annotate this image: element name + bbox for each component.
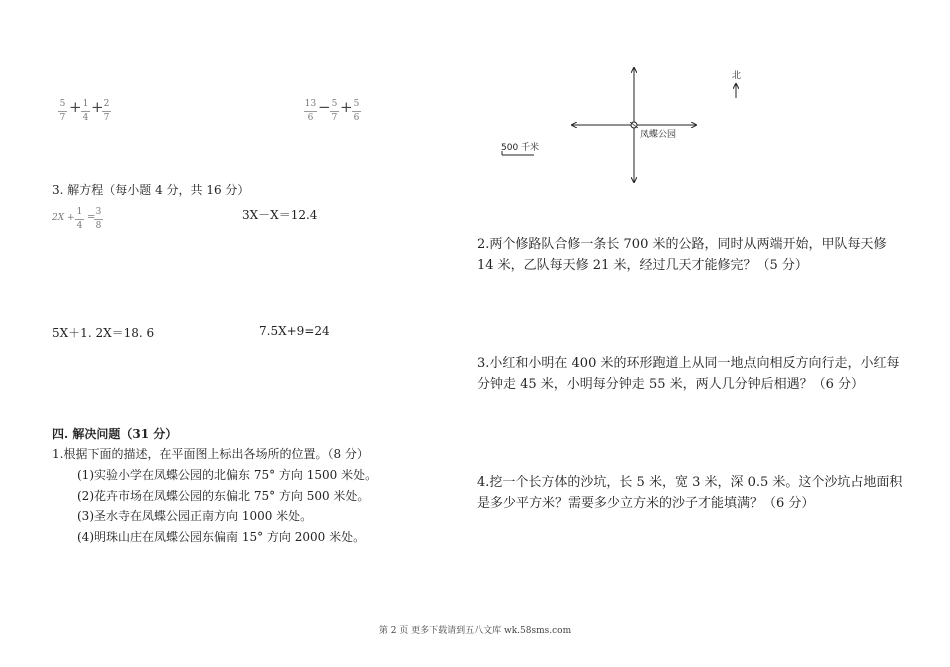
question-1: 1.根据下面的描述，在平面图上标出各场所的位置。（8 分） — [52, 447, 369, 461]
text-line: 分钟走 45 米，小明每分钟走 55 米，两人几分钟后相遇？（6 分） — [477, 377, 865, 392]
text-line: 3.小红和小明在 400 米的环形跑道上从同一地点向相反方向行走，小红每 — [477, 356, 900, 371]
equation-left: 2X + — [52, 213, 75, 223]
equals-sign: = — [87, 212, 96, 223]
equation-4: 7.5X+9=24 — [259, 324, 330, 338]
numerator: 1 — [82, 99, 89, 109]
fraction — [81, 100, 90, 123]
page-footer: 第 2 页 更多下载请到五八文库 wk.58sms.com — [378, 626, 572, 636]
fraction — [352, 100, 361, 123]
denominator: 7 — [331, 113, 338, 123]
numerator: 13 — [304, 99, 317, 109]
fraction — [304, 100, 317, 123]
denominator: 7 — [59, 113, 66, 123]
text-line: 2.两个修路队合修一条长 700 米的公路，同时从两端开始，甲队每天修 — [477, 237, 887, 252]
direction-map — [490, 60, 760, 190]
list-item: (1)实验小学在凤蝶公园的北偏东 75° 方向 1500 米处。 — [77, 468, 378, 482]
numerator: 5 — [59, 99, 66, 109]
plus-operator: + — [69, 98, 82, 116]
text-line: 14 米，乙队每天修 21 米，经过几天才能修完？（5 分） — [477, 258, 808, 273]
equation-2: 3X－X＝12.4 — [242, 208, 318, 222]
section-4-heading: 四. 解决问题（31 分） — [52, 427, 178, 441]
plus-operator: + — [340, 98, 353, 116]
numerator: 5 — [353, 99, 360, 109]
plus-operator: + — [91, 98, 104, 116]
question-3 — [477, 353, 899, 395]
denominator: 6 — [307, 113, 314, 123]
fraction — [102, 100, 111, 123]
numerator: 3 — [95, 207, 102, 217]
numerator: 2 — [103, 99, 110, 109]
text-line: 4.挖一个长方体的沙坑，长 5 米，宽 3 米，深 0.5 米。这个沙坑占地面积 — [477, 475, 903, 490]
denominator: 6 — [353, 113, 360, 123]
north-label: 北 — [732, 71, 742, 81]
numerator: 1 — [76, 207, 83, 217]
fraction — [58, 100, 67, 123]
denominator: 4 — [76, 221, 83, 231]
equation-3: 5X＋1. 2X＝18. 6 — [52, 326, 155, 340]
section-3-heading: 3. 解方程（每小题 4 分，共 16 分） — [52, 183, 250, 197]
list-item: (4)明珠山庄在凤蝶公园东偏南 15° 方向 2000 米处。 — [77, 530, 366, 544]
question-2 — [477, 234, 886, 276]
list-item: (3)圣水寺在凤蝶公园正南方向 1000 米处。 — [77, 509, 313, 523]
fraction — [330, 100, 339, 123]
denominator: 4 — [82, 113, 89, 123]
text-line: 是多少平方米？需要多少立方米的沙子才能填满？（6 分） — [477, 496, 815, 511]
fraction — [94, 208, 103, 231]
minus-operator: − — [318, 98, 331, 116]
denominator: 7 — [103, 113, 110, 123]
denominator: 8 — [95, 221, 102, 231]
list-item: (2)花卉市场在凤蝶公园的东偏北 75° 方向 500 米处。 — [77, 489, 370, 503]
question-4 — [477, 472, 902, 514]
numerator: 5 — [331, 99, 338, 109]
fraction — [75, 208, 84, 231]
center-label: 凤蝶公园 — [640, 130, 677, 140]
scale-label: 500 千米 — [501, 143, 540, 153]
